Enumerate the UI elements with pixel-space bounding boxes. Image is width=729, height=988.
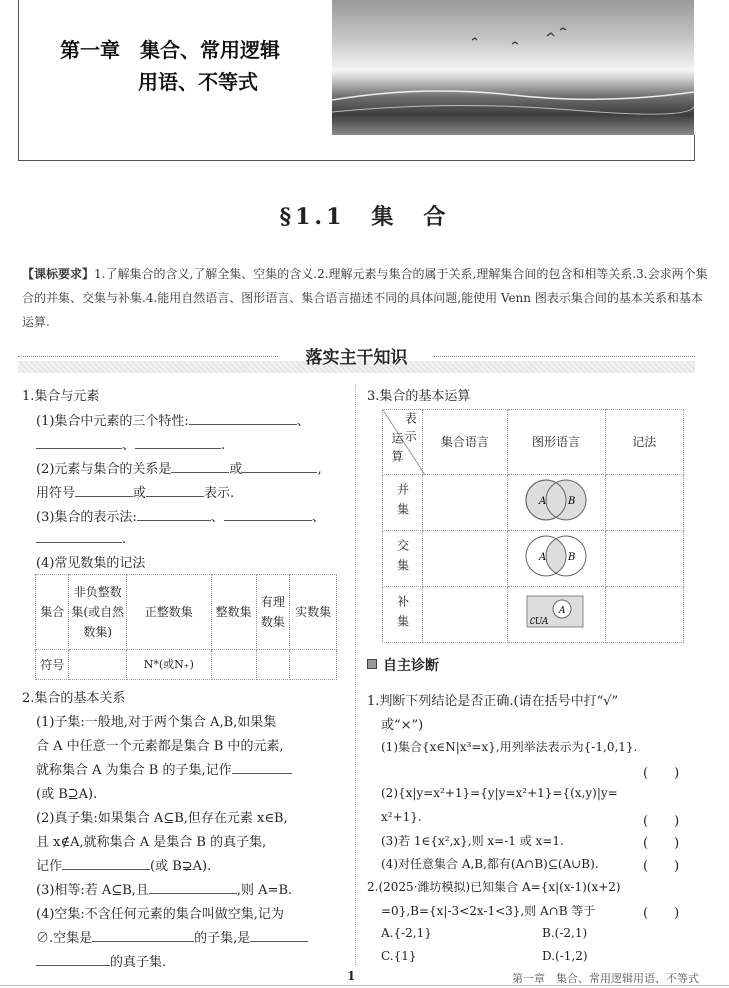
table-cell[interactable]	[605, 531, 684, 587]
fill-blank[interactable]	[189, 412, 297, 425]
table-cell[interactable]	[423, 587, 507, 643]
text: (1)集合中元素的三个特性:	[36, 414, 189, 429]
venn-label-b: B	[568, 495, 576, 507]
chapter-title	[60, 34, 280, 98]
s2-line: 合 A 中任意一个元素都是集合 B 中的元素,	[36, 739, 284, 754]
text: ,	[317, 462, 322, 477]
fill-blank[interactable]	[232, 761, 292, 774]
question-line: (2){x|y=x²+1}={y|y=x²+1}={(x,y)|y=	[381, 786, 618, 800]
text: 或	[133, 486, 147, 501]
option-c[interactable]: C.{1}	[381, 949, 417, 963]
table-header: 记法	[605, 410, 684, 475]
intersection-venn	[507, 531, 605, 587]
venn-label-a: A	[539, 551, 547, 563]
row-label: 并集	[383, 475, 423, 531]
venn-label-a: A	[539, 495, 547, 507]
s3-title: 3.集合的基本运算	[367, 389, 471, 404]
square-bullet-icon	[367, 659, 377, 669]
text: (2)元素与集合的关系是	[36, 462, 172, 477]
table-cell[interactable]	[605, 475, 684, 531]
s2-line: (4)空集:不含任何元素的集合叫做空集,记为	[36, 907, 284, 922]
option-a[interactable]: A.{-2,1}	[381, 926, 432, 940]
text: 自主诊断	[383, 658, 439, 674]
section-title: §1.1 集 合	[279, 204, 450, 230]
question-line: 2.(2025·潍坊模拟)已知集合 A={x|(x-1)(x+2)	[367, 880, 621, 894]
table-cell[interactable]	[605, 587, 684, 643]
question-line: 1.判断下列结论是否正确.(请在括号中打“√”	[367, 694, 619, 709]
text: 表示.	[204, 486, 235, 501]
option-b[interactable]: B.(-2,1)	[542, 926, 588, 940]
fill-blank[interactable]	[224, 508, 312, 521]
row-label: 交集	[383, 531, 423, 587]
question-line: (1)集合{x∈N|x³=x},用列举法表示为{-1,0,1}.	[381, 740, 638, 754]
fill-blank[interactable]	[149, 881, 237, 894]
text: 用符号	[36, 486, 76, 501]
corner-label-bottom: 运算	[390, 432, 404, 468]
fill-blank[interactable]	[137, 508, 211, 521]
question-line: (3)若 1∈{x²,x},则 x=-1 或 x=1.	[381, 834, 564, 848]
seascape-photo	[332, 0, 694, 135]
banner-title: 落实主干知识	[305, 348, 408, 368]
header-frame-right	[694, 135, 695, 161]
text: (3)相等:若 A⊆B,且	[36, 883, 149, 898]
table-cell: N*(或N₊)	[127, 650, 212, 680]
s1-line2	[36, 434, 225, 453]
table-cell: 有理数集	[256, 575, 289, 650]
fill-blank[interactable]	[135, 436, 221, 449]
s1-line1	[36, 410, 310, 429]
fill-blank[interactable]	[146, 484, 204, 497]
s2-line	[36, 879, 292, 898]
table-cell: 正整数集	[127, 575, 212, 650]
text: .	[122, 532, 127, 547]
requirements-label: 【课标要求】	[22, 267, 95, 281]
fill-blank[interactable]	[242, 460, 317, 473]
column-divider	[355, 385, 356, 965]
birds-icon	[332, 0, 694, 135]
table-cell[interactable]	[423, 531, 507, 587]
section-banner	[18, 343, 695, 371]
text: 或	[229, 462, 243, 477]
answer-paren[interactable]: ( )	[643, 906, 680, 921]
answer-paren[interactable]: ( )	[643, 814, 680, 829]
table-cell[interactable]	[256, 650, 289, 680]
running-footer: 第一章 集合、常用逻辑用语、不等式	[512, 972, 699, 985]
fill-blank[interactable]	[75, 484, 133, 497]
text: 、	[296, 414, 310, 429]
s2-line	[36, 855, 211, 874]
fill-blank[interactable]	[62, 857, 150, 870]
question-line: 或“×”)	[381, 718, 424, 733]
s2-line: (1)子集:一般地,对于两个集合 A,B,如果集	[36, 715, 277, 730]
text: .	[221, 438, 226, 453]
s2-line	[36, 759, 292, 778]
complement-diagram	[526, 595, 586, 629]
table-row	[383, 587, 684, 643]
complement-venn	[507, 587, 605, 643]
s1-line6	[36, 530, 126, 547]
table-cell: 整数集	[211, 575, 256, 650]
table-header: 集合语言	[423, 410, 507, 475]
page-number: 1	[347, 969, 356, 983]
chapter-title-line2: 用语、不等式	[138, 70, 258, 94]
text: 、	[210, 510, 224, 525]
venn-label-a: A	[559, 605, 566, 616]
fill-blank[interactable]	[250, 929, 308, 942]
set-operations-table	[382, 409, 684, 643]
text: ,则 A=B.	[236, 883, 293, 898]
s2-line	[36, 951, 166, 970]
table-cell: 集合	[36, 575, 69, 650]
corner-cell	[383, 410, 423, 475]
s2-title: 2.集合的基本关系	[22, 691, 126, 706]
s1-line3	[36, 458, 322, 477]
chapter-title-line1: 第一章 集合、常用逻辑	[60, 38, 280, 62]
table-cell[interactable]	[69, 650, 127, 680]
table-header: 图形语言	[507, 410, 605, 475]
s2-line: 且 x∉A,就称集合 A 是集合 B 的真子集,	[36, 835, 267, 850]
s2-line: (或 B⊇A).	[36, 787, 98, 802]
table-row	[36, 575, 337, 650]
requirements-text: 1.了解集合的含义,了解全集、空集的含义.2.理解元素与集合的属于关系,理解集合间的包含和相等关系.3.会求两个集合的并集、交集与补集.4.能用自然语言、图形语言、集合语言描述不同的具体问题,能使用 Venn 图表示集合间的基本关系和基本运算.	[22, 267, 708, 329]
table-row	[383, 410, 684, 475]
question-line: =0},B={x|-3<2x-1<3},则 A∩B 等于	[381, 904, 596, 918]
number-sets-table	[35, 574, 337, 680]
row-label: 补集	[383, 587, 423, 643]
union-diagram	[521, 477, 591, 523]
option-d[interactable]: D.(-1,2)	[542, 949, 588, 963]
table-row	[383, 531, 684, 587]
text: 、	[311, 510, 325, 525]
fill-blank[interactable]	[36, 953, 110, 966]
table-row	[383, 475, 684, 531]
curriculum-requirements	[22, 262, 712, 334]
s2-line: (2)真子集:如果集合 A⊆B,但存在元素 x∈B,	[36, 811, 288, 826]
text: 、	[122, 438, 136, 453]
text: 记作	[36, 859, 63, 874]
text: ∅.空集是	[36, 931, 93, 946]
table-cell: 符号	[36, 650, 69, 680]
table-cell[interactable]	[423, 475, 507, 531]
question-line: (4)对任意集合 A,B,都有(A∩B)⊆(A∪B).	[381, 857, 599, 871]
text: 的真子集.	[110, 955, 167, 970]
answer-paren[interactable]: ( )	[643, 859, 680, 874]
fill-blank[interactable]	[36, 530, 122, 543]
text: (3)集合的表示法:	[36, 510, 137, 525]
table-cell: 非负整数集(或自然数集)	[69, 575, 127, 650]
venn-label-b: B	[568, 551, 576, 563]
text: (或 B⊋A).	[150, 859, 212, 874]
table-cell[interactable]	[211, 650, 256, 680]
answer-paren[interactable]: ( )	[643, 836, 680, 851]
s1-line7: (4)常见数集的记法	[36, 556, 146, 571]
complement-label: ∁UA	[529, 616, 549, 627]
answer-paren[interactable]: ( )	[643, 766, 680, 781]
self-diagnosis-heading	[367, 655, 439, 675]
intersection-diagram	[521, 533, 591, 579]
header-frame-bottom	[18, 160, 695, 161]
fill-blank[interactable]	[36, 436, 122, 449]
table-cell: 实数集	[290, 575, 337, 650]
question-line: x²+1}.	[381, 810, 422, 824]
corner-label-top: 表示	[403, 412, 418, 448]
s1-title: 1.集合与元素	[22, 389, 100, 404]
table-row	[36, 650, 337, 680]
table-cell[interactable]	[290, 650, 337, 680]
text: 的子集,是	[194, 931, 251, 946]
header-frame	[18, 0, 19, 160]
s2-line	[36, 927, 308, 946]
text: 就称集合 A 为集合 B 的子集,记作	[36, 763, 232, 778]
s1-line4	[36, 482, 234, 501]
fill-blank[interactable]	[171, 460, 229, 473]
union-venn	[507, 475, 605, 531]
fill-blank[interactable]	[92, 929, 194, 942]
page-edge	[0, 985, 729, 986]
s1-line5	[36, 506, 325, 525]
